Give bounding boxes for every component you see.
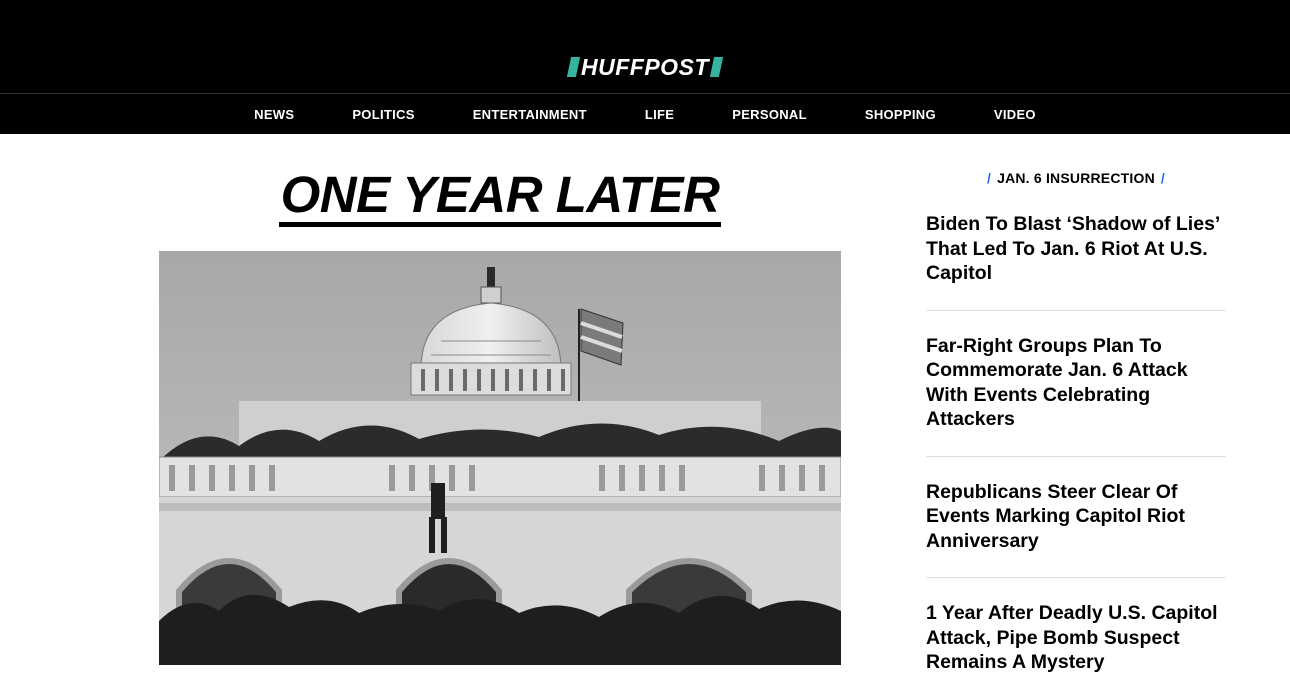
divider (926, 310, 1226, 311)
section-tag[interactable] (926, 170, 1226, 186)
nav-item-video[interactable]: VIDEO (993, 106, 1036, 122)
nav-item-personal[interactable]: PERSONAL (732, 106, 807, 122)
tag-label: JAN. 6 INSURRECTION (997, 170, 1155, 186)
nav-item-politics[interactable]: POLITICS (352, 106, 415, 122)
story-link[interactable]: Republicans Steer Clear Of Events Marking Capitol Riot Anniversary (926, 480, 1185, 552)
logo[interactable] (0, 52, 1290, 82)
nav-item-life[interactable]: LIFE (644, 106, 675, 122)
page-headline-wrap (159, 168, 841, 227)
nav-item-shopping[interactable]: SHOPPING (864, 106, 936, 122)
divider (926, 577, 1226, 578)
capitol-photo-illustration (159, 251, 841, 665)
story-link[interactable]: Biden To Blast ‘Shadow of Lies’ That Led To Jan. 6 Riot At U.S. Capitol (926, 213, 1220, 284)
site-header (0, 0, 1290, 134)
story-link[interactable]: 1 Year After Deadly U.S. Capitol Attack, Pipe Bomb Suspect Remains A Mystery (926, 602, 1218, 673)
tag-slash-right: / (1160, 170, 1165, 186)
logo-text: HUFFPOST (581, 53, 709, 80)
related-stories (926, 212, 1226, 675)
page-headline[interactable]: ONE YEAR LATER (279, 168, 722, 227)
hero-image[interactable] (159, 251, 841, 665)
nav-item-news[interactable]: NEWS (254, 106, 295, 122)
logo-wordmark[interactable] (569, 53, 721, 81)
main-nav (0, 94, 1290, 134)
divider (926, 456, 1226, 457)
tag-slash-left: / (986, 170, 992, 186)
story-link[interactable]: Far-Right Groups Plan To Commemorate Jan. 6 Attack With Events Celebrating Attackers (926, 334, 1188, 430)
nav-item-entertainment[interactable]: ENTERTAINMENT (472, 106, 587, 122)
